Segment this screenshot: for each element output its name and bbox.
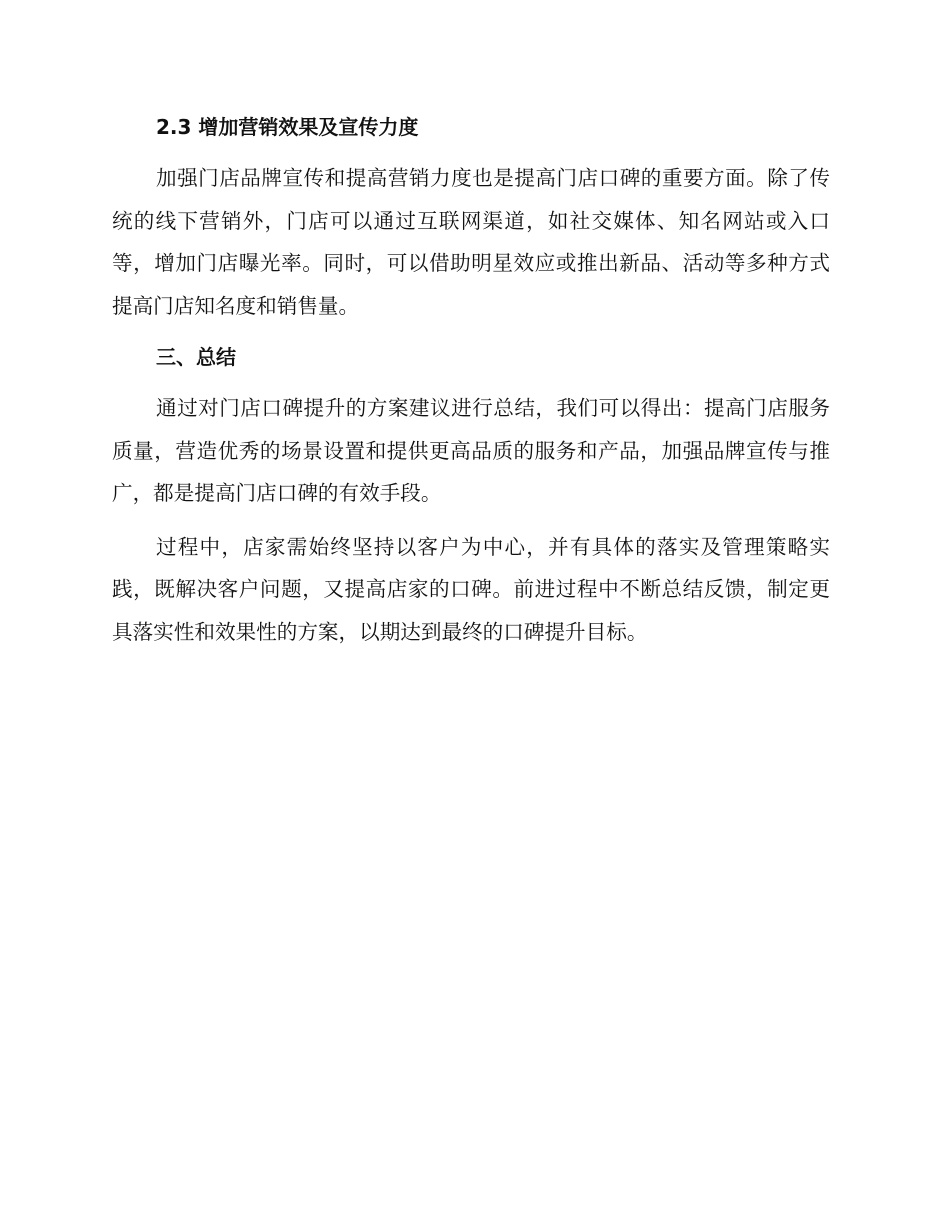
paragraph-summary-1: 通过对门店口碑提升的方案建议进行总结，我们可以得出：提高门店服务质量，营造优秀的场景设置和提供更高品质的服务和产品，加强品牌宣传与推广，都是提高门店口碑的有效手段。 <box>112 396 830 505</box>
paragraph-summary-2: 过程中，店家需始终坚持以客户为中心，并有具体的落实及管理策略实践，既解决客户问题，又提高店家的口碑。前进过程中不断总结反馈，制定更具落实性和效果性的方案，以期达到最终的口碑提升目标。 <box>112 534 830 644</box>
document-body <box>112 108 830 653</box>
section-heading-summary: 三、总结 <box>156 345 236 369</box>
section-heading-marketing: 2.3 增加营销效果及宣传力度 <box>156 115 419 139</box>
paragraph-marketing: 加强门店品牌宣传和提高营销力度也是提高门店口碑的重要方面。除了传统的线下营销外，门店可以通过互联网渠道，如社交媒体、知名网站或入口等，增加门店曝光率。同时，可以借助明星效应或推出新品、活动等多种方式提高门店知名度和销售量。 <box>112 166 830 318</box>
